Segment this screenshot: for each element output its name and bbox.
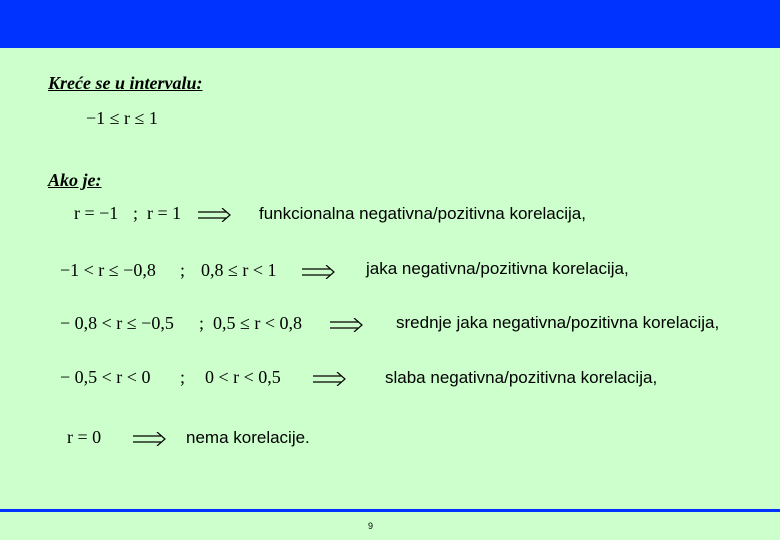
- row-separator: ;: [180, 367, 186, 387]
- row-condition-left: − 0,8 < r ≤ −0,5: [60, 313, 174, 333]
- interval-heading: Kreće se u intervalu:: [48, 73, 203, 93]
- row-separator: ;: [199, 313, 205, 333]
- page-number: 9: [368, 521, 374, 531]
- row-description: jaka negativna/pozitivna korelacija,: [366, 259, 629, 278]
- row-condition-right: r = 1: [147, 203, 182, 223]
- row-separator: ;: [180, 260, 186, 280]
- footer-line: [0, 509, 780, 512]
- conditions-heading: Ako je:: [48, 170, 102, 190]
- row-condition-left: −1 < r ≤ −0,8: [60, 260, 156, 280]
- row-condition-left: − 0,5 < r < 0: [60, 367, 151, 387]
- implies-arrow-icon: [133, 432, 167, 446]
- row-description: slaba negativna/pozitivna korelacija,: [385, 368, 658, 387]
- last-row-condition: r = 0: [67, 427, 102, 447]
- row-separator: ;: [133, 203, 139, 223]
- implies-arrow-icon: [313, 372, 347, 386]
- row-condition-left: r = −1: [74, 203, 119, 223]
- last-row-description: nema korelacije.: [186, 428, 310, 447]
- row-condition-right: 0,5 ≤ r < 0,8: [213, 313, 303, 333]
- implies-arrow-icon: [330, 318, 364, 332]
- row-description: srednje jaka negativna/pozitivna korelacija,: [396, 313, 720, 332]
- row-condition-right: 0 < r < 0,5: [205, 367, 281, 387]
- interval-formula: −1 ≤ r ≤ 1: [86, 108, 158, 128]
- implies-arrow-icon: [198, 208, 232, 222]
- row-condition-right: 0,8 ≤ r < 1: [201, 260, 277, 280]
- header-bar: [0, 0, 780, 48]
- implies-arrow-icon: [302, 265, 336, 279]
- row-description: funkcionalna negativna/pozitivna korelacija,: [259, 204, 586, 223]
